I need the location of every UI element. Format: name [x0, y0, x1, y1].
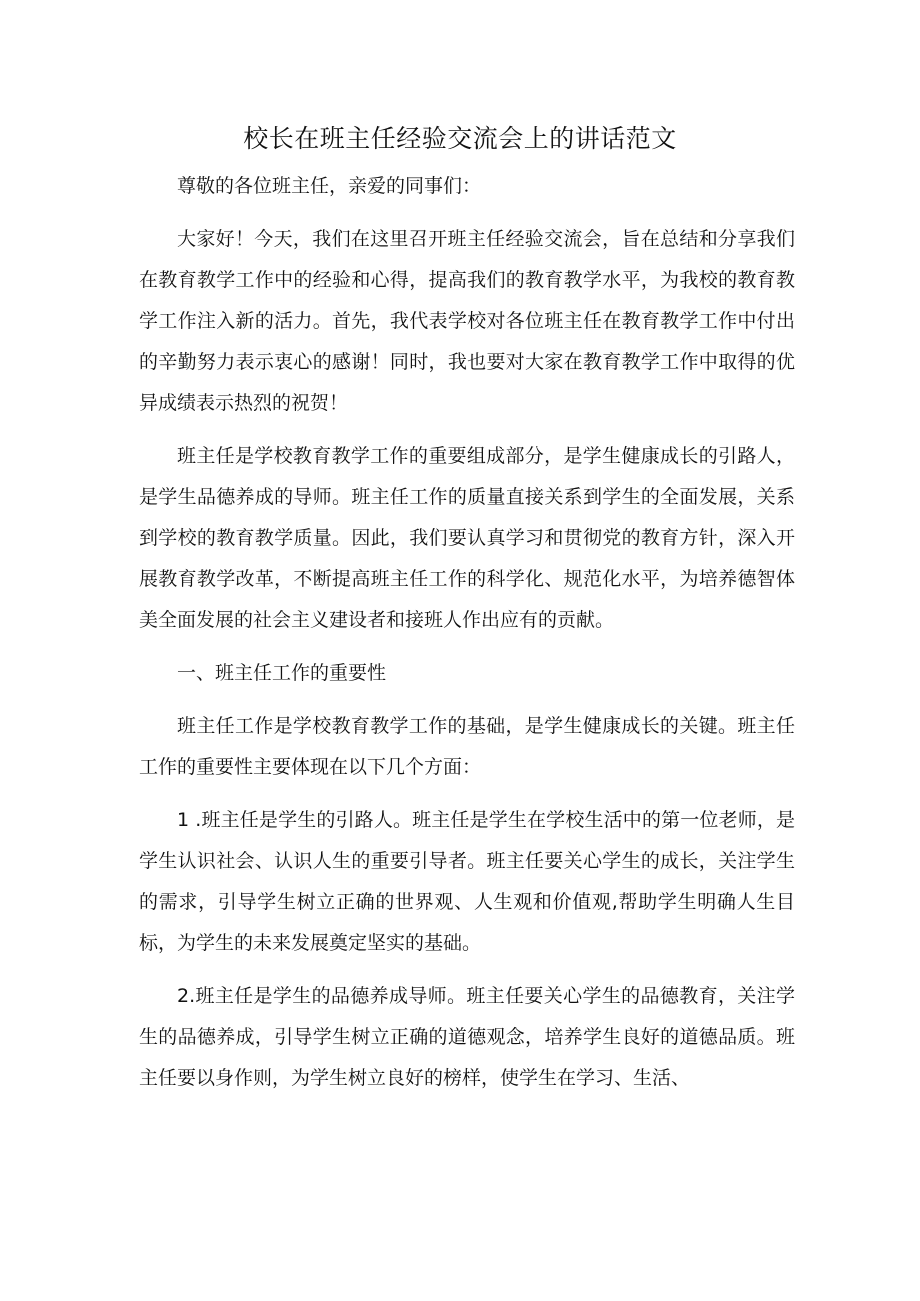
- importance-intro-paragraph: 班主任是学校教育教学工作的重要组成部分，是学生健康成长的引路人，是学生品德养成的导师。班主任工作的质量直接关系到学生的全面发展，关系到学校的教育教学质量。因此，我们要认真学习和贯彻党的教育方针，深入开展教育教学改革，不断提高班主任工作的科学化、规范化水平，为培养德智体美全面发展的社会主义建设者和接班人作出应有的贡献。: [139, 445, 795, 631]
- document-body: [139, 166, 795, 1099]
- section-heading: 一、班主任工作的重要性: [177, 662, 387, 684]
- document-title: 校长在班主任经验交流会上的讲话范文: [243, 124, 677, 153]
- section-intro-paragraph: 班主任工作是学校教育教学工作的基础，是学生健康成长的关键。班主任工作的重要性主要体现在以下几个方面：: [139, 715, 795, 778]
- point-1-paragraph: 1 .班主任是学生的引路人。班主任是学生在学校生活中的第一位老师，是学生认识社会、认识人生的重要引导者。班主任要关心学生的成长，关注学生的需求，引导学生树立正确的世界观、人生观和价值观,帮助学生明确人生目标，为学生的未来发展奠定坚实的基础。: [139, 809, 795, 954]
- point-2-paragraph: 2.班主任是学生的品德养成导师。班主任要关心学生的品德教育，关注学生的品德养成，引导学生树立正确的道德观念，培养学生良好的道德品质。班主任要以身作则，为学生树立良好的榜样，使学生在学习、生活、: [139, 985, 795, 1089]
- salutation-paragraph: 尊敬的各位班主任，亲爱的同事们：: [177, 175, 482, 197]
- greeting-paragraph: 大家好！今天，我们在这里召开班主任经验交流会，旨在总结和分享我们在教育教学工作中的经验和心得，提高我们的教育教学水平，为我校的教育教学工作注入新的活力。首先，我代表学校对各位班主任在教育教学工作中付出的辛勤努力表示衷心的感谢！同时，我也要对大家在教育教学工作中取得的优异成绩表示热烈的祝贺！: [139, 228, 795, 414]
